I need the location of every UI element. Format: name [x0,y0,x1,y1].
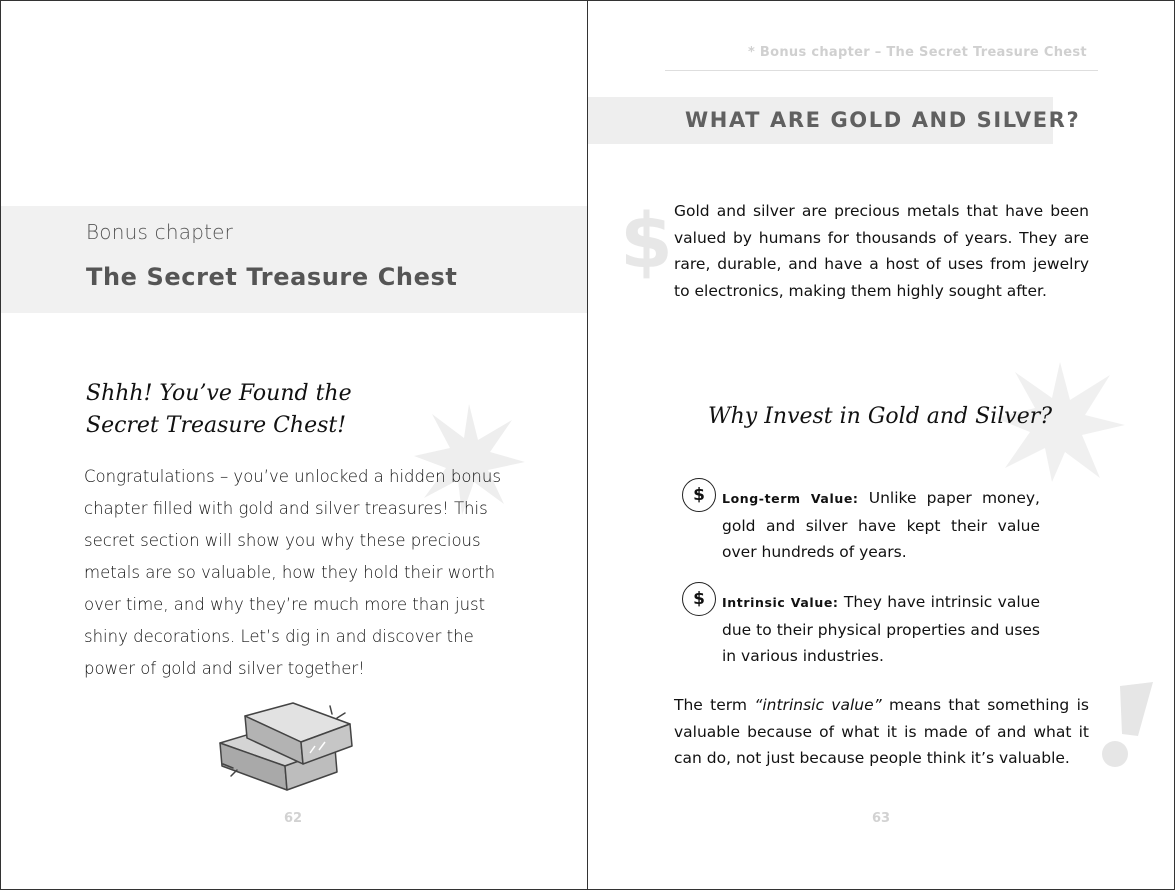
bullet-label: Intrinsic Value: [722,595,839,610]
definition-paragraph [674,692,1089,772]
secret-intro-text: Congratulations – you’ve unlocked a hidden bonus chapter filled with gold and silver treasures! This secret section will show you why these precious metals are so valuable, how they hold their worth over time, and why they’re much more than just shiny decorations. Let’s dig in and discover the power of gold and silver together! [84,467,501,678]
chapter-kicker: Bonus chapter [86,220,234,244]
dollar-coin-icon: $ [682,478,716,512]
header-rule [665,70,1098,71]
bullet-body: They have intrinsic value due to their physical properties and uses in various industries. [722,593,1041,665]
page-number-right: 63 [872,811,891,826]
bullet-label: Long-term Value: [722,491,859,506]
dollar-coin-icon: $ [682,582,716,616]
section-title: WHAT ARE GOLD AND SILVER? [685,108,1081,132]
bullet-body: Unlike paper money, gold and silver have kept their value over hundreds of years. [722,489,1040,561]
bullet-text [722,589,1040,670]
page-number-left: 62 [284,811,303,826]
definition-lead: The term [674,696,747,714]
definition-rest: means that something is valuable because of what it is made of and what it can do, not just because people think it’s valuable. [674,696,1089,767]
intro-paragraph: Gold and silver are precious metals that have been valued by humans for thousands of years. They are rare, durable, and have a host of uses from jewelry to electronics, making them highly sought after. [674,202,1089,300]
bullet-text [722,485,1040,566]
why-invest-heading: Why Invest in Gold and Silver? [708,404,1053,429]
gold-bars-icon [215,698,360,796]
exclamation-decoration-icon [1098,680,1158,770]
definition-term: “intrinsic value” [754,696,882,714]
dollar-decoration-icon: $ [620,196,673,285]
running-header: * Bonus chapter – The Secret Treasure Chest [748,45,1087,60]
chapter-title: The Secret Treasure Chest [86,263,458,291]
secret-heading: Shhh! You’ve Found the Secret Treasure Chest! [86,381,352,438]
